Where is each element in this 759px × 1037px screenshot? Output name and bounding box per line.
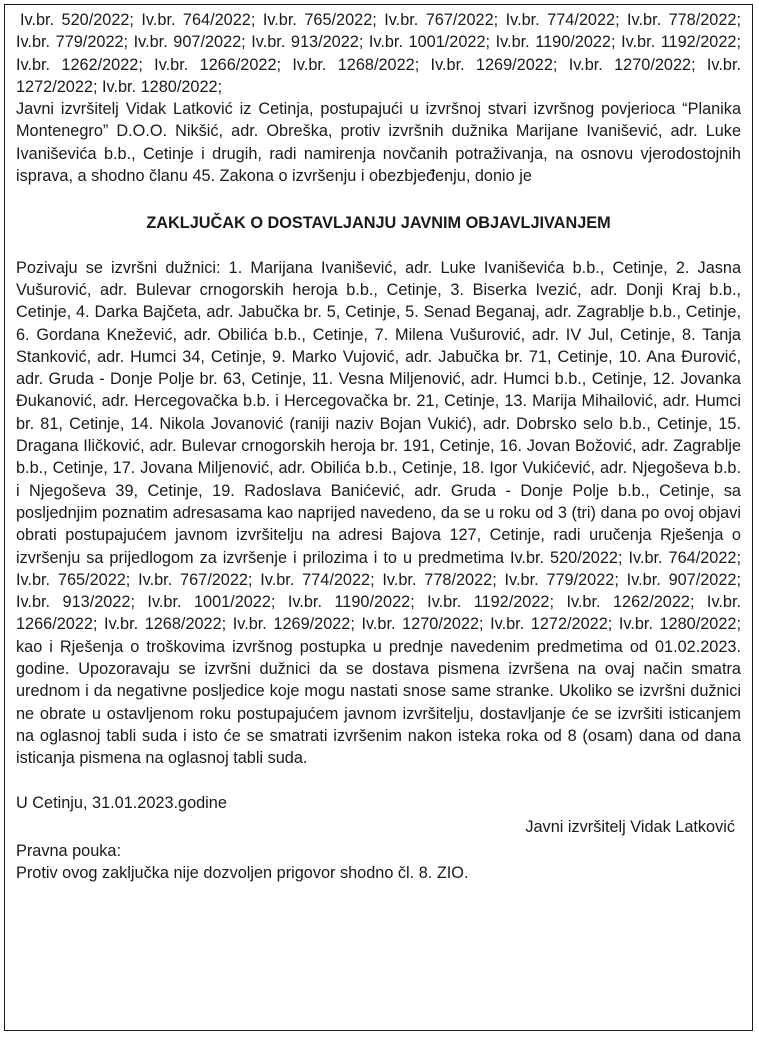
place-and-date: U Cetinju, 31.01.2023.godine <box>16 793 227 812</box>
legal-notice-label: Pravna pouka: <box>16 842 121 861</box>
intro-paragraph: Javni izvršitelj Vidak Latković iz Cetinja, postupajući u izvršnoj stvari izvršnog povjerioca “Planika Montenegro” D.O.O. Nikšić, adr. Obreška, protiv izvršnih dužnika Marijane Ivanišević, adr. Luke Ivaniševića b.b., Cetinje i drugih, radi namirenja novčanih potraživanja, na osnovu vjerodostojnih isprava, a shodno članu 45. Zakona o izvršenju i obezbjeđenju, donio je <box>16 100 741 186</box>
case-references: Iv.br. 520/2022; Iv.br. 764/2022; Iv.br. 765/2022; Iv.br. 767/2022; Iv.br. 774/2022; Iv.br. 778/2022; Iv.br. 779/2022; Iv.br. 907/2022; Iv.br. 913/2022; Iv.br. 1001/2022; Iv.br. 1190/2022; Iv.br. 1192/2022; Iv.br. 1262/2022; Iv.br. 1266/2022; Iv.br. 1268/2022; Iv.br. 1269/2022; Iv.br. 1270/2022; Iv.br. 1272/2022; Iv.br. 1280/2022; <box>16 11 741 96</box>
document-title: ZAKLJUČAK O DOSTAVLJANJU JAVNIM OBJAVLJIVANJEM <box>146 214 611 233</box>
public-notice-document <box>16 9 741 885</box>
body-paragraph: Pozivaju se izvršni dužnici: 1. Marijana Ivanišević, adr. Luke Ivaniševića b.b., Cetinje, 2. Jasna Vušurović, adr. Bulevar crnogorskih heroja b.b., Cetinje, 3. Biserka Ivezić, adr. Donji Kraj b.b., Cetinje, 4. Darka Bajčeta, adr. Jabučka br. 5, Cetinje, 5. Senad Beganaj, adr. Zagrablje b.b., Cetinje, 6. Gordana Knežević, adr. Obilića b.b., Cetinje, 7. Milena Vušurović, adr. IV Jul, Cetinje, 8. Tanja Stanković, adr. Humci 34, Cetinje, 9. Marko Vujović, adr. Jabučka br. 71, Cetinje, 10. Ana Đurović, adr. Gruda - Donje Polje br. 63, Cetinje, 11. Vesna Miljenović, adr. Humci b.b., Cetinje, 12. Jovanka Đukanović, adr. Hercegovačka b.b. i Hercegovačka br. 21, Cetinje, 13. Marija Mihailović, adr. Humci br. 81, Cetinje, 14. Nikola Jovanović (raniji naziv Bojan Vukić), adr. Dobrsko selo b.b., Cetinje, 15. Dragana Iličković, adr. Bulevar crnogorskih heroja br. 191, Cetinje, 16. Jovan Božović, adr. Zagrablje b.b., Cetinje, 17. Jovana Miljenović, adr. Obilića b.b., Cetinje, 18. Igor Vukićević, adr. Njegoševa b.b. i Njegoševa 39, Cetinje, 19. Radoslava Banićević, adr. Gruda - Donje Polje b.b., Cetinje, sa posljednjim poznatim adresasama kao naprijed navedeno, da se u roku od 3 (tri) dana po ovoj objavi obrati postupajućem javnom izvršitelju na adresi Bajova 127, Cetinje, radi uručenja Rješenja o izvršenju sa prijedlogom za izvršenje i prilozima i to u predmetima Iv.br. 520/2022; Iv.br. 764/2022; Iv.br. 765/2022; Iv.br. 767/2022; Iv.br. 774/2022; Iv.br. 778/2022; Iv.br. 779/2022; Iv.br. 907/2022; Iv.br. 913/2022; Iv.br. 1001/2022; Iv.br. 1190/2022; Iv.br. 1192/2022; Iv.br. 1262/2022; Iv.br. 1266/2022; Iv.br. 1268/2022; Iv.br. 1269/2022; Iv.br. 1270/2022; Iv.br. 1272/2022; Iv.br. 1280/2022; kao i Rješenja o troškovima izvršnog postupka u prednje navedenim predmetima od 01.02.2023. godine. Upozoravaju se izvršni dužnici da se dostava pismena izvršena na ovaj način smatra urednom i da negativne posljedice koje mogu nastati snose same stranke. Ukoliko se izvršni dužnici ne obrate u ostavljenom roku postupajućem javnom izvršitelju, dostavljanje će se izvršiti isticanjem na oglasnoj tabli suda i isto će se smatrati izvršenim nakon isteka roka od 8 (osam) dana od dana isticanja pismena na oglasnoj tabli suda. <box>16 258 741 768</box>
signer-name: Javni izvršitelj Vidak Latković <box>525 817 735 836</box>
legal-notice-text: Protiv ovog zaključka nije dozvoljen prigovor shodno čl. 8. ZIO. <box>16 864 469 883</box>
